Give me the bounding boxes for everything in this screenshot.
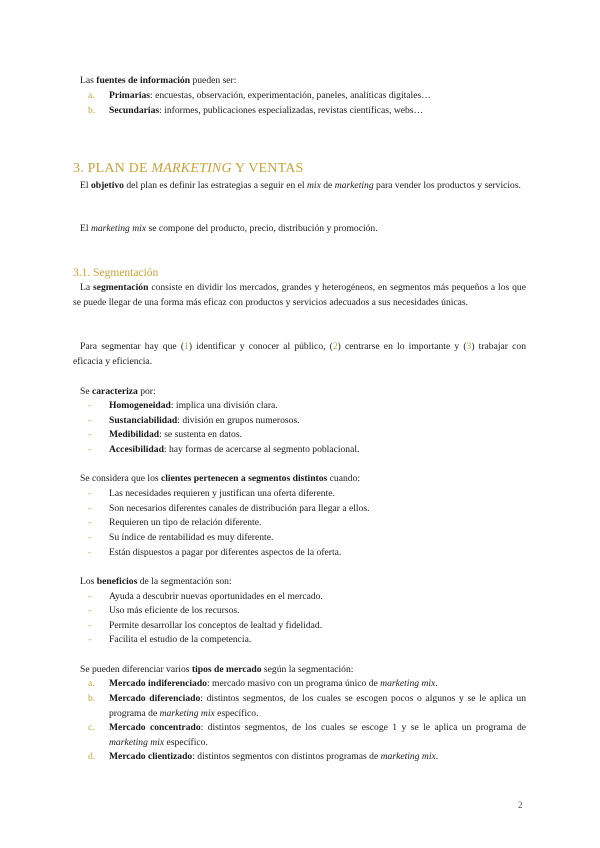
list-marker: b.: [88, 693, 96, 704]
list-marker: -: [88, 517, 92, 528]
subsection-heading-segmentacion: 3.1. Segmentación: [73, 267, 159, 279]
list-marker: -: [88, 429, 92, 440]
list-marker: -: [88, 415, 92, 426]
list-marker: -: [88, 591, 92, 602]
page-number: 2: [518, 800, 523, 810]
list-marker: a.: [88, 90, 95, 101]
list-marker: -: [88, 532, 92, 543]
list-marker: c.: [88, 722, 95, 733]
list-marker: -: [88, 620, 92, 631]
segmentar-paragraph: Para segmentar hay que (1) identificar y conocer al público, (2) centrarse en lo importante y (3) trabajar con eficacia y eficiencia.: [73, 341, 526, 367]
list-marker: -: [88, 634, 92, 645]
list-marker: -: [88, 547, 92, 558]
beneficios-intro: Los beneficios de la segmentación son:: [80, 576, 232, 587]
list-marker: -: [88, 444, 92, 455]
segmentacion-paragraph: La segmentación consiste en dividir los mercados, grandes y heterogéneos, en segmentos más pequeños a los que se puede llegar de una forma más eficaz con productos y servicios adecuados a sus necesidades únicas.: [73, 282, 526, 308]
section-heading-plan-marketing: 3. PLAN DE MARKETING Y VENTAS: [73, 161, 304, 176]
fuentes-intro: Las fuentes de información pueden ser:: [80, 75, 237, 86]
list-marker: -: [88, 400, 92, 411]
list-marker: d.: [88, 751, 96, 762]
list-marker: b.: [88, 105, 96, 116]
list-marker: -: [88, 503, 92, 514]
clientes-intro: Se considera que los clientes pertenecen a segmentos distintos cuando:: [80, 473, 361, 484]
document-page: Las fuentes de información pueden ser: a. Primarias: encuestas, observación, experimentación, paneles, analíticas digitales… b. Secundarias: informes, publicaciones especializadas, revistas científicas, webs… 3. PLAN DE MARKETING Y VENTAS El objetivo del plan es definir las estrategias a seguir en el mix de marketing para vender los productos y servicios. El marketing mix se compone del producto, precio, distribución y promoción. 3.1. Segmentación La segmentación consiste en dividir los mercados, grandes y heterogéneos, en segmentos más pequeños a los que se puede llegar de una forma más eficaz con productos y servicios adecuados a sus necesidades únicas. Para segmentar hay que (1) identificar y conocer al público, (2) centrarse en lo importante y (3) trabajar con eficacia y eficiencia. Se caracteriza por: - Homogeneidad: implica una división clara. - Sustanciabilidad: división en grupos numerosos. - Medibilidad: se sustenta en datos. - Accesibilidad: hay formas de acercarse al segmento poblacional. Se considera que los clientes pertenecen a segmentos distintos cuando: - Las necesidades requieren y justifican una oferta diferente. - Son necesarios diferentes canales de distribución para llegar a ellos. - Requieren un tipo de relación diferente. - Su índice de rentabilidad es muy diferente. - Están dispuestos a pagar por diferentes aspectos de la oferta. Los beneficios de la segmentación son: - Ayuda a descubrir nuevas oportunidades en el mercado. - Uso más eficiente de los recursos. - Permite desarrollar los conceptos de lealtad y fidelidad. - Facilita el estudio de la competencia. Se pueden diferenciar varios tipos de mercado según la segmentación: a. Mercado indiferenciado: mercado masivo con un programa único de marketing mix. b. Mercado diferenciado: distintos segmentos, de los cuales se escogen pocos o algunos y se le aplica un programa de marketing mix específico. c. Mercado concentrado: distintos segmentos, de los cuales se escoge 1 y se le aplica un programa de marketing mix específico. d. Mercado clientizado: distintos segmentos con distintos programas de marketing mix. 2: [0, 0, 600, 848]
list-marker: a.: [88, 678, 95, 689]
list-marker: -: [88, 488, 92, 499]
objetivo-paragraph: El objetivo del plan es definir las estrategias a seguir en el mix de marketing para vender los productos y servicios.: [80, 180, 521, 191]
caracteriza-intro: Se caracteriza por:: [80, 386, 156, 397]
tipos-intro: Se pueden diferenciar varios tipos de mercado según la segmentación:: [80, 664, 354, 675]
marketing-mix-paragraph: El marketing mix se compone del producto, precio, distribución y promoción.: [80, 223, 378, 234]
list-marker: -: [88, 605, 92, 616]
